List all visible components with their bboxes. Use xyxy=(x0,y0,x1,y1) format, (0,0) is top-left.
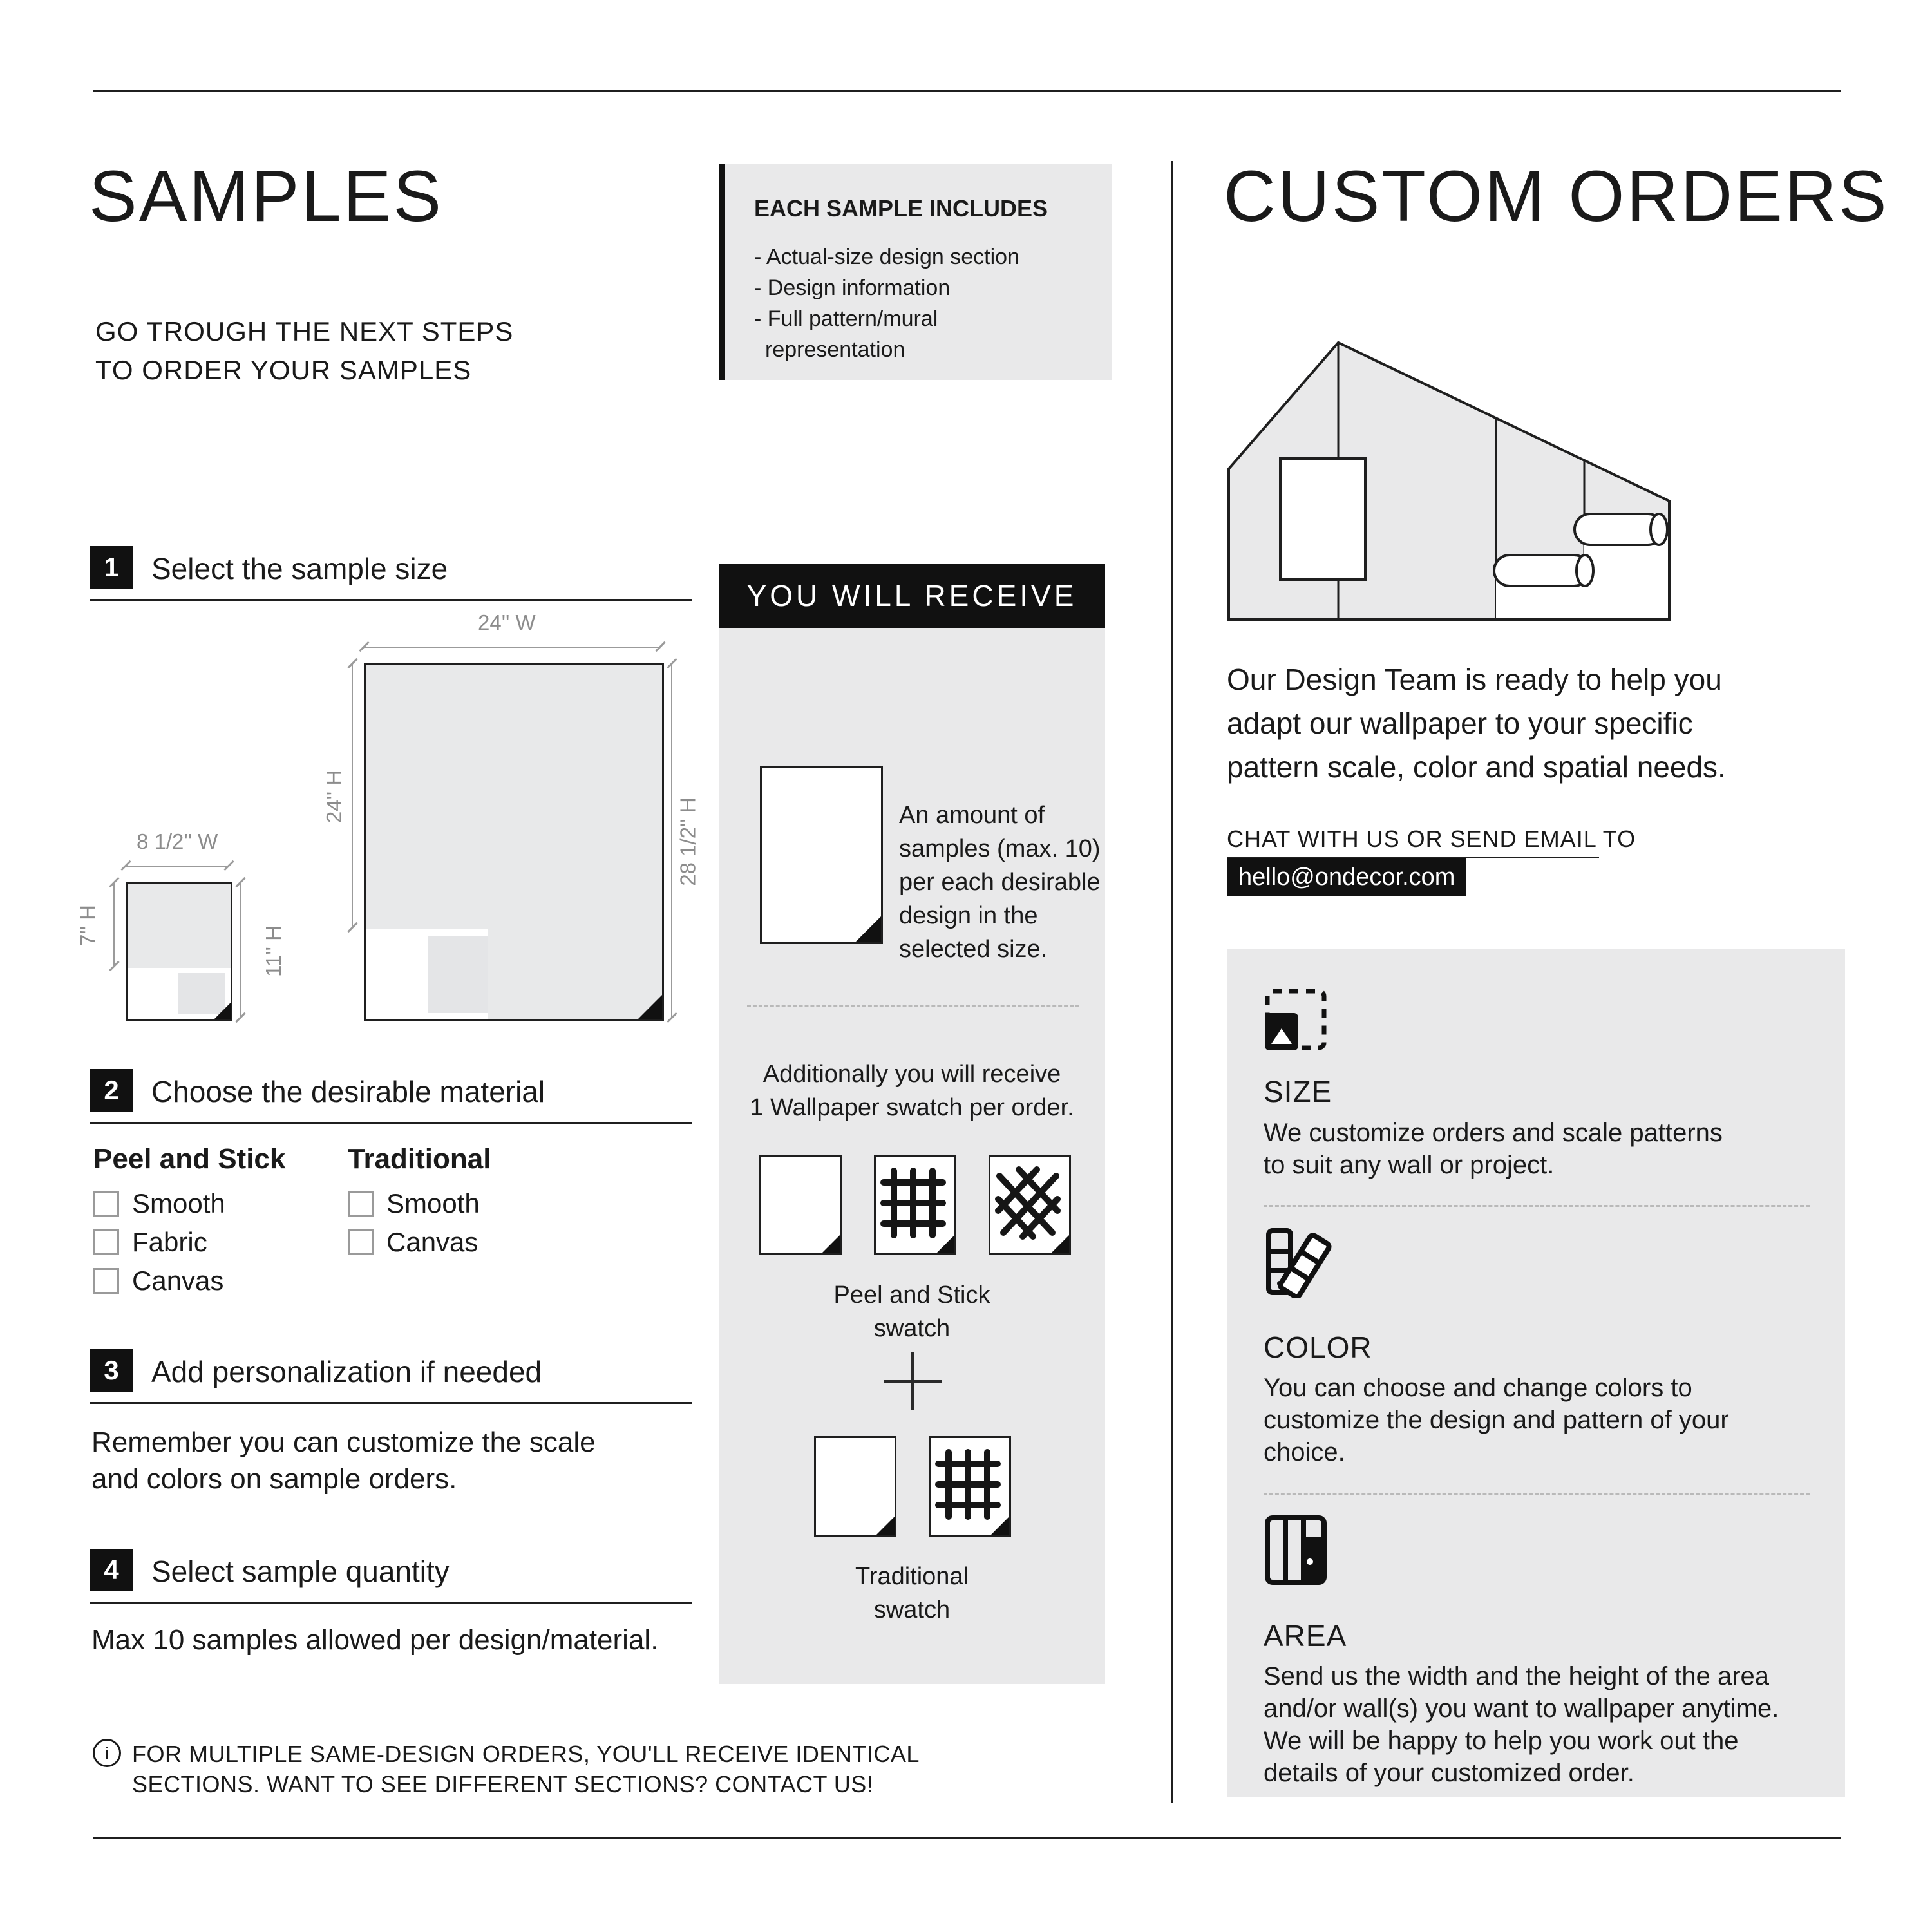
folded-corner-icon xyxy=(1051,1235,1069,1253)
dashed-separator xyxy=(1264,1205,1810,1207)
area-body-line: Send us the width and the height of the area xyxy=(1264,1662,1770,1690)
folded-corner-icon xyxy=(214,1003,231,1019)
plain-swatch-icon xyxy=(814,1436,896,1537)
custom-orders-title: CUSTOM ORDERS xyxy=(1224,156,1889,236)
step3-number: 3 xyxy=(90,1349,133,1392)
size-icon xyxy=(1264,987,1328,1052)
area-body-line: We will be happy to help you work out the xyxy=(1264,1727,1739,1755)
color-body-line: choice. xyxy=(1264,1438,1345,1466)
large-sample-inner-swatch xyxy=(428,936,488,1013)
bottom-rule xyxy=(93,1837,1841,1839)
folded-corner-icon xyxy=(936,1235,954,1253)
large-sample-white-area xyxy=(366,929,488,1019)
chat-label: CHAT WITH US OR SEND EMAIL TO xyxy=(1227,826,1636,852)
traditional-caption-line1: Traditional xyxy=(855,1563,969,1590)
checkbox-traditional-smooth[interactable] xyxy=(348,1191,374,1217)
dashed-separator xyxy=(1264,1493,1810,1495)
material-option-label: Canvas xyxy=(132,1265,224,1296)
large-sample-height-left-label: 24'' H xyxy=(322,770,346,824)
includes-item: - Actual-size design section xyxy=(754,245,1019,269)
step4-underline xyxy=(90,1602,692,1604)
dimension-line xyxy=(240,882,241,1018)
note-line2: SECTIONS. WANT TO SEE DIFFERENT SECTIONS? CONTACT US! xyxy=(132,1771,874,1797)
peel-stick-caption-line1: Peel and Stick xyxy=(833,1282,990,1309)
step1-number: 1 xyxy=(90,546,133,589)
step3-underline xyxy=(90,1402,692,1404)
amount-text-line: selected size. xyxy=(899,936,1048,963)
step1-label: Select the sample size xyxy=(151,552,448,585)
dimension-line xyxy=(113,882,115,966)
color-body-line: customize the design and pattern of your xyxy=(1264,1406,1729,1434)
grid-swatch-icon xyxy=(929,1436,1011,1537)
dimension-line xyxy=(364,647,660,648)
color-body-line: You can choose and change colors to xyxy=(1264,1374,1692,1402)
dimension-line xyxy=(671,663,672,1018)
plus-icon xyxy=(884,1352,942,1410)
step4-number: 4 xyxy=(90,1549,133,1591)
samples-subtitle-line1: GO TROUGH THE NEXT STEPS xyxy=(95,316,514,346)
size-body-line: to suit any wall or project. xyxy=(1264,1151,1555,1179)
note-line1: FOR MULTIPLE SAME-DESIGN ORDERS, YOU'LL RECEIVE IDENTICAL xyxy=(132,1741,920,1767)
checkbox-peel-smooth[interactable] xyxy=(93,1191,119,1217)
area-body-line: and/or wall(s) you want to wallpaper anytime. xyxy=(1264,1694,1779,1723)
top-rule xyxy=(93,90,1841,92)
info-icon: i xyxy=(93,1739,121,1767)
amount-text-line: per each desirable xyxy=(899,869,1101,896)
large-sample-diagram xyxy=(364,663,664,1021)
material-col1-header: Peel and Stick xyxy=(93,1143,286,1175)
step4-body: Max 10 samples allowed per design/material. xyxy=(91,1624,659,1656)
step4-label: Select sample quantity xyxy=(151,1555,450,1588)
wallpaper-roll-icon xyxy=(1575,514,1667,545)
material-option-label: Smooth xyxy=(132,1188,225,1218)
area-body-line: details of your customized order. xyxy=(1264,1759,1634,1787)
area-heading: AREA xyxy=(1264,1619,1347,1653)
material-option-label: Smooth xyxy=(386,1188,480,1218)
checkbox-peel-fabric[interactable] xyxy=(93,1229,119,1255)
amount-text-line: samples (max. 10) xyxy=(899,835,1101,862)
each-sample-includes-box xyxy=(719,164,1112,380)
traditional-caption-line2: swatch xyxy=(873,1596,951,1624)
email-badge[interactable]: hello@ondecor.com xyxy=(1227,858,1466,896)
grid-swatch-icon xyxy=(874,1155,956,1255)
area-wall-icon xyxy=(1264,1515,1328,1586)
step1-underline xyxy=(90,599,692,601)
step3-body-line2: and colors on sample orders. xyxy=(91,1463,457,1495)
dimension-line xyxy=(352,663,353,927)
crosshatch-swatch-icon xyxy=(989,1155,1071,1255)
sample-sheet-icon xyxy=(760,766,883,944)
small-sample-width-label: 8 1/2'' W xyxy=(137,829,218,853)
amount-text-line: design in the xyxy=(899,902,1038,929)
step3-label: Add personalization if needed xyxy=(151,1355,542,1388)
large-sample-height-right-label: 28 1/2'' H xyxy=(676,797,700,886)
house-wallpaper-illustration xyxy=(1224,322,1674,625)
small-sample-height-left-label: 7'' H xyxy=(75,905,100,946)
step2-underline xyxy=(90,1122,692,1124)
material-option-label: Fabric xyxy=(132,1227,207,1257)
material-col2-header: Traditional xyxy=(348,1143,491,1175)
folded-corner-icon xyxy=(991,1517,1009,1535)
amount-text-line: An amount of xyxy=(899,802,1045,829)
step3-body-line1: Remember you can customize the scale xyxy=(91,1426,596,1458)
includes-header: EACH SAMPLE INCLUDES xyxy=(754,195,1048,222)
includes-item: - Full pattern/mural xyxy=(754,307,938,331)
plain-swatch-icon xyxy=(759,1155,842,1255)
dashed-separator xyxy=(747,1005,1079,1007)
includes-item: - Design information xyxy=(754,276,951,300)
checkbox-peel-canvas[interactable] xyxy=(93,1268,119,1294)
step2-label: Choose the desirable material xyxy=(151,1075,545,1108)
peel-stick-caption-line2: swatch xyxy=(873,1315,951,1342)
color-heading: COLOR xyxy=(1264,1331,1372,1364)
checkbox-traditional-canvas[interactable] xyxy=(348,1229,374,1255)
small-sample-diagram xyxy=(126,882,232,1021)
wallpaper-roll-icon xyxy=(1494,555,1593,586)
folded-corner-icon xyxy=(638,995,662,1019)
includes-item: representation xyxy=(765,337,905,362)
custom-info-box xyxy=(1227,949,1845,1797)
size-heading: SIZE xyxy=(1264,1075,1332,1108)
folded-corner-icon xyxy=(822,1235,840,1253)
additionally-line1: Additionally you will receive xyxy=(762,1061,1061,1088)
step2-number: 2 xyxy=(90,1069,133,1112)
custom-intro-line: Our Design Team is ready to help you xyxy=(1227,663,1722,696)
folded-corner-icon xyxy=(855,916,881,942)
column-divider xyxy=(1171,161,1173,1803)
small-sample-height-right-label: 11'' H xyxy=(261,925,285,977)
folded-corner-icon xyxy=(876,1517,895,1535)
dimension-line xyxy=(126,866,229,867)
additionally-line2: 1 Wallpaper swatch per order. xyxy=(750,1094,1074,1121)
you-will-receive-banner: YOU WILL RECEIVE xyxy=(719,564,1105,628)
custom-intro-line: pattern scale, color and spatial needs. xyxy=(1227,750,1726,784)
custom-intro-line: adapt our wallpaper to your specific xyxy=(1227,706,1693,740)
material-option-label: Canvas xyxy=(386,1227,478,1257)
samples-title: SAMPLES xyxy=(89,156,444,236)
samples-subtitle-line2: TO ORDER YOUR SAMPLES xyxy=(95,355,472,385)
receive-panel xyxy=(719,628,1105,1684)
large-sample-width-label: 24'' W xyxy=(478,611,536,634)
size-body-line: We customize orders and scale patterns xyxy=(1264,1119,1723,1147)
color-swatchbook-icon xyxy=(1264,1227,1334,1298)
